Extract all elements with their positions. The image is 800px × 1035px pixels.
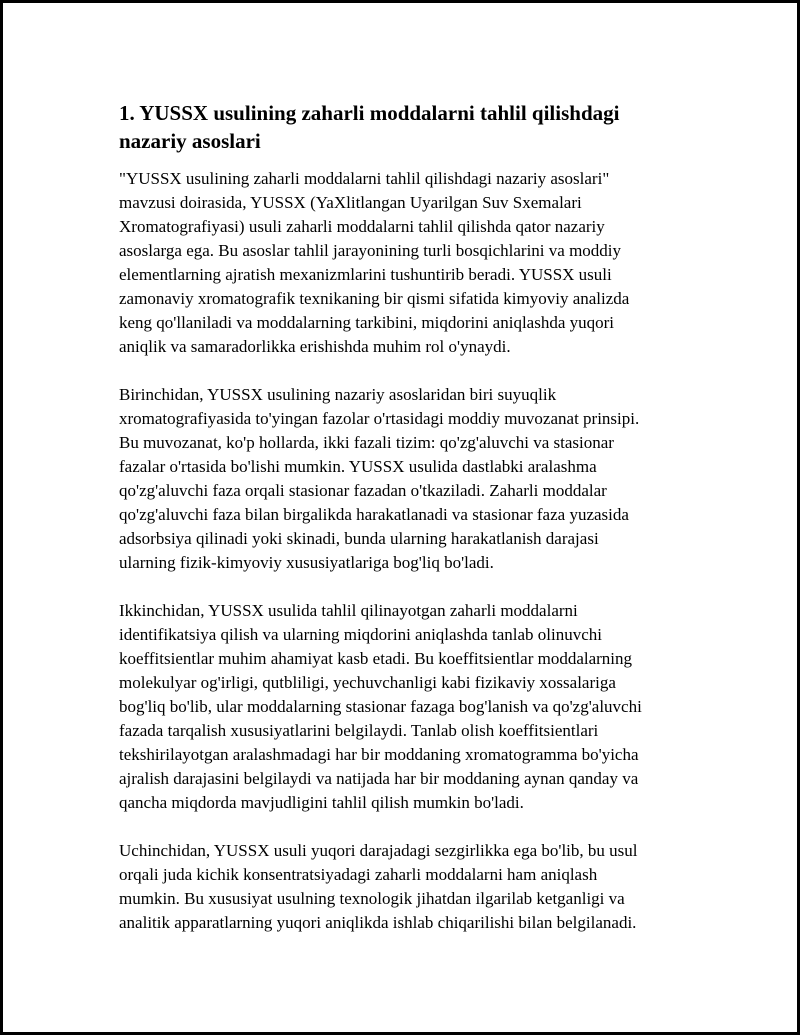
text-line: mumkin. Bu xususiyat usulning texnologik jihatdan ilgarilab ketganligi va: [119, 889, 625, 908]
text-line: analitik apparatlarning yuqori aniqlikda ishlab chiqarilishi bilan belgilanadi.: [119, 913, 637, 932]
text-line: qo'zg'aluvchi faza bilan birgalikda harakatlanadi va stasionar faza yuzasida: [119, 505, 629, 524]
section-heading: [119, 99, 689, 155]
text-line: Bu muvozanat, ko'p hollarda, ikki fazali tizim: qo'zg'aluvchi va stasionar: [119, 433, 614, 452]
text-line: tekshirilayotgan aralashmadagi har bir moddaning xromatogramma bo'yicha: [119, 745, 639, 764]
text-line: fazada tarqalish xususiyatlarini belgilaydi. Tanlab olish koeffitsientlari: [119, 721, 599, 740]
paragraph-intro: [119, 167, 689, 359]
text-line: xromatografiyasida to'yingan fazolar o'rtasidagi moddiy muvozanat prinsipi.: [119, 409, 640, 428]
text-line: adsorbsiya qilinadi yoki skinadi, bunda ularning harakatlanish darajasi: [119, 529, 599, 548]
text-line: Xromatografiyasi) usuli zaharli moddalarni tahlil qilishda qator nazariy: [119, 217, 605, 236]
text-line: ajralish darajasini belgilaydi va natijada har bir moddaning aynan qanday va: [119, 769, 639, 788]
text-line: Uchinchidan, YUSSX usuli yuqori darajadagi sezgirlikka ega bo'lib, bu usul: [119, 841, 638, 860]
text-line: mavzusi doirasida, YUSSX (YaXlitlangan Uyarilgan Suv Sxemalari: [119, 193, 582, 212]
paragraph-first: [119, 383, 689, 575]
text-line: keng qo'llaniladi va moddalarning tarkibini, miqdorini aniqlashda yuqori: [119, 313, 615, 332]
text-line: elementlarning ajratish mexanizmlarini tushuntirib beradi. YUSSX usuli: [119, 265, 612, 284]
text-line: bog'liq bo'lib, ular moddalarning stasionar fazaga bog'lanish va qo'zg'aluvchi: [119, 697, 642, 716]
text-line: qancha miqdorda mavjudligini tahlil qilish mumkin bo'ladi.: [119, 793, 524, 812]
text-line: ularning fizik-kimyoviy xususiyatlariga bog'liq bo'ladi.: [119, 553, 494, 572]
text-line: identifikatsiya qilish va ularning miqdorini aniqlashda tanlab olinuvchi: [119, 625, 602, 644]
text-line: fazalar o'rtasida bo'lishi mumkin. YUSSX usulida dastlabki aralashma: [119, 457, 597, 476]
text-line: "YUSSX usulining zaharli moddalarni tahlil qilishdagi nazariy asoslari": [119, 169, 610, 188]
text-line: orqali juda kichik konsentratsiyadagi zaharli moddalarni ham aniqlash: [119, 865, 598, 884]
text-line: qo'zg'aluvchi faza orqali stasionar fazadan o'tkaziladi. Zaharli moddalar: [119, 481, 607, 500]
document-body: [119, 99, 689, 959]
heading-line: 1. YUSSX usulining zaharli moddalarni tahlil qilishdagi: [119, 101, 620, 125]
text-line: molekulyar og'irligi, qutbliligi, yechuvchanligi kabi fizikaviy xossalariga: [119, 673, 616, 692]
text-line: koeffitsientlar muhim ahamiyat kasb etadi. Bu koeffitsientlar moddalarning: [119, 649, 633, 668]
paragraph-third: [119, 839, 689, 935]
text-line: Ikkinchidan, YUSSX usulida tahlil qilinayotgan zaharli moddalarni: [119, 601, 578, 620]
heading-line: nazariy asoslari: [119, 129, 261, 153]
paragraph-second: [119, 599, 689, 815]
text-line: Birinchidan, YUSSX usulining nazariy asoslaridan biri suyuqlik: [119, 385, 557, 404]
text-line: asoslarga ega. Bu asoslar tahlil jarayonining turli bosqichlarini va moddiy: [119, 241, 622, 260]
text-line: aniqlik va samaradorlikka erishishda muhim rol o'ynaydi.: [119, 337, 511, 356]
text-line: zamonaviy xromatografik texnikaning bir qismi sifatida kimyoviy analizda: [119, 289, 630, 308]
